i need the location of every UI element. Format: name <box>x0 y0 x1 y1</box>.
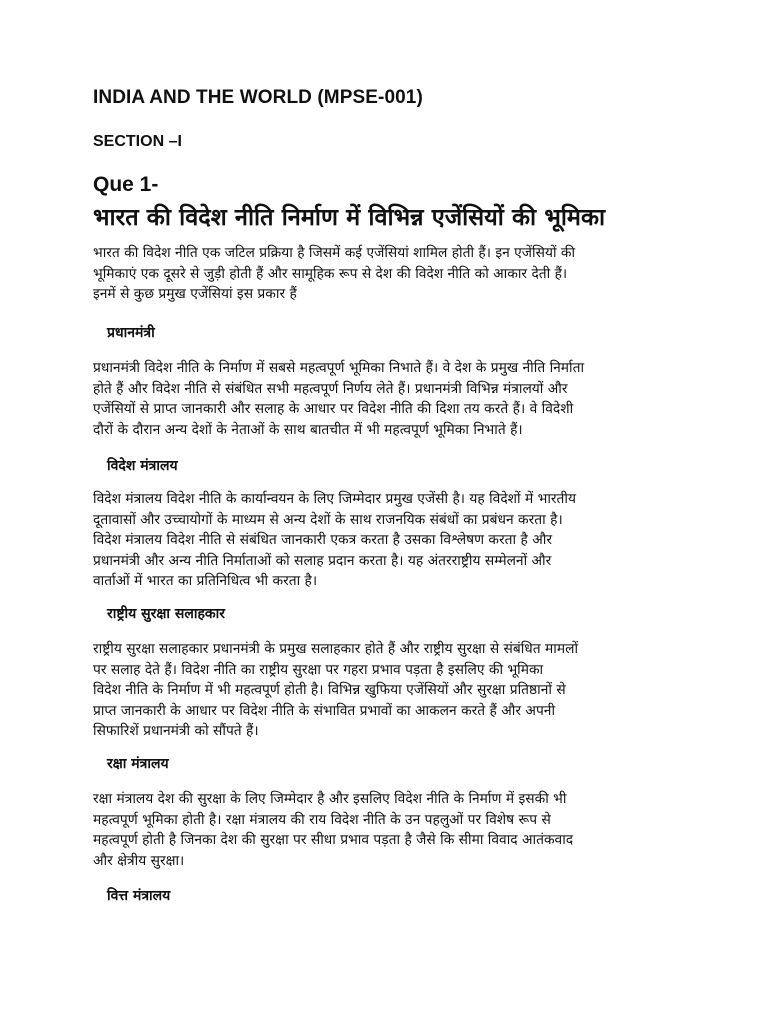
paragraph-line: राष्ट्रीय सुरक्षा सलाहकार प्रधानमंत्री के प्रमुख सलाहकार होते हैं और राष्ट्रीय सुरक्षा से संबंधित मामलों <box>93 641 579 657</box>
intro-paragraph <box>93 243 575 305</box>
question-heading: भारत की विदेश नीति निर्माण में विभिन्न एजेंसियों की भूमिका <box>93 203 606 231</box>
subheading-national-security-advisor: राष्ट्रीय सुरक्षा सलाहकार <box>107 606 225 622</box>
paragraph-prime-minister <box>93 358 584 440</box>
document-title: INDIA AND THE WORLD (MPSE-001) <box>93 87 423 108</box>
paragraph-line: प्रधानमंत्री विदेश नीति के निर्माण में सबसे महत्वपूर्ण भूमिका निभाते हैं। वे देश के प्रमुख नीति निर्माता <box>93 360 585 376</box>
subheading-finance-ministry: वित्त मंत्रालय <box>107 888 171 904</box>
paragraph-line: महत्वपूर्ण भूमिका होती है। रक्षा मंत्रालय की राय विदेश नीति के उन पहलुओं पर विशेष रूप से <box>93 811 551 828</box>
paragraph-line: वार्ताओं में भारत का प्रतिनिधित्व भी करता है। <box>93 573 318 589</box>
paragraph-line: विदेश मंत्रालय विदेश नीति के कार्यान्वयन के लिए जिम्मेदार प्रमुख एजेंसी है। यह विदेशों में भारतीय <box>93 491 576 507</box>
paragraph-line: महत्वपूर्ण होती है जिनका देश की सुरक्षा पर सीधा प्रभाव पड़ता है जैसे कि सीमा विवाद आतंकवाद <box>93 832 574 848</box>
paragraph-line: एजेंसियों से प्राप्त जानकारी और सलाह के आधार पर विदेश नीति की दिशा तय करते हैं। वे विदेशी <box>93 401 574 417</box>
paragraph-line: पर सलाह देते हैं। विदेश नीति का राष्ट्रीय सुरक्षा पर गहरा प्रभाव पड़ता है इसलिए की भूमिका <box>93 661 544 678</box>
subheading-prime-minister: प्रधानमंत्री <box>107 325 155 341</box>
paragraph-defence-ministry <box>93 789 573 871</box>
paragraph-national-security-advisor <box>93 639 578 742</box>
paragraph-external-affairs-ministry <box>93 489 576 592</box>
subheading-external-affairs-ministry: विदेश मंत्रालय <box>107 458 178 474</box>
paragraph-line: होते हैं और विदेश नीति से संबंधित सभी महत्वपूर्ण निर्णय लेते हैं। प्रधानमंत्री विभिन्न मंत्रालयों और <box>93 380 568 397</box>
paragraph-line: दूतावासों और उच्चायोगों के माध्यम से अन्य देशों के साथ राजनयिक संबंधों का प्रबंधन करता है। <box>93 511 563 528</box>
paragraph-line: इनमें से कुछ प्रमुख एजेंसियां इस प्रकार हैं <box>93 286 297 302</box>
paragraph-line: भूमिकाएं एक दूसरे से जुड़ी होती हैं और सामूहिक रूप से देश की विदेश नीति को आकार देती हैं। <box>93 265 568 282</box>
paragraph-line: सिफारिशें प्रधानमंत्री को सौंपते हैं। <box>93 723 259 739</box>
paragraph-line: रक्षा मंत्रालय देश की सुरक्षा के लिए जिम्मेदार है और इसलिए विदेश नीति के निर्माण में इसकी भी <box>93 791 567 807</box>
paragraph-line: प्रधानमंत्री और अन्य नीति निर्माताओं को सलाह प्रदान करता है। यह अंतरराष्ट्रीय सम्मेलनों और <box>93 552 552 569</box>
paragraph-line: दौरों के दौरान अन्य देशों के नेताओं के साथ बातचीत में भी महत्वपूर्ण भूमिका निभाते हैं। <box>93 421 523 438</box>
paragraph-line: भारत की विदेश नीति एक जटिल प्रक्रिया है जिसमें कई एजेंसियां शामिल होती हैं। इन एजेंसियों की <box>93 245 576 261</box>
paragraph-line: और क्षेत्रीय सुरक्षा। <box>93 852 185 869</box>
paragraph-line: विदेश मंत्रालय विदेश नीति से संबंधित जानकारी एकत्र करता है उसका विश्लेषण करता है और <box>93 532 552 548</box>
paragraph-line: प्राप्त जानकारी के आधार पर विदेश नीति के संभावित प्रभावों का आकलन करते हैं और अपनी <box>93 702 556 719</box>
paragraph-line: विदेश नीति के निर्माण में भी महत्वपूर्ण होती है। विभिन्न खुफिया एजेंसियों और सुरक्षा प्रतिष्ठानों से <box>93 682 566 698</box>
question-label: Que 1- <box>93 173 159 196</box>
subheading-defence-ministry: रक्षा मंत्रालय <box>107 756 169 772</box>
section-label: SECTION –I <box>93 133 182 150</box>
